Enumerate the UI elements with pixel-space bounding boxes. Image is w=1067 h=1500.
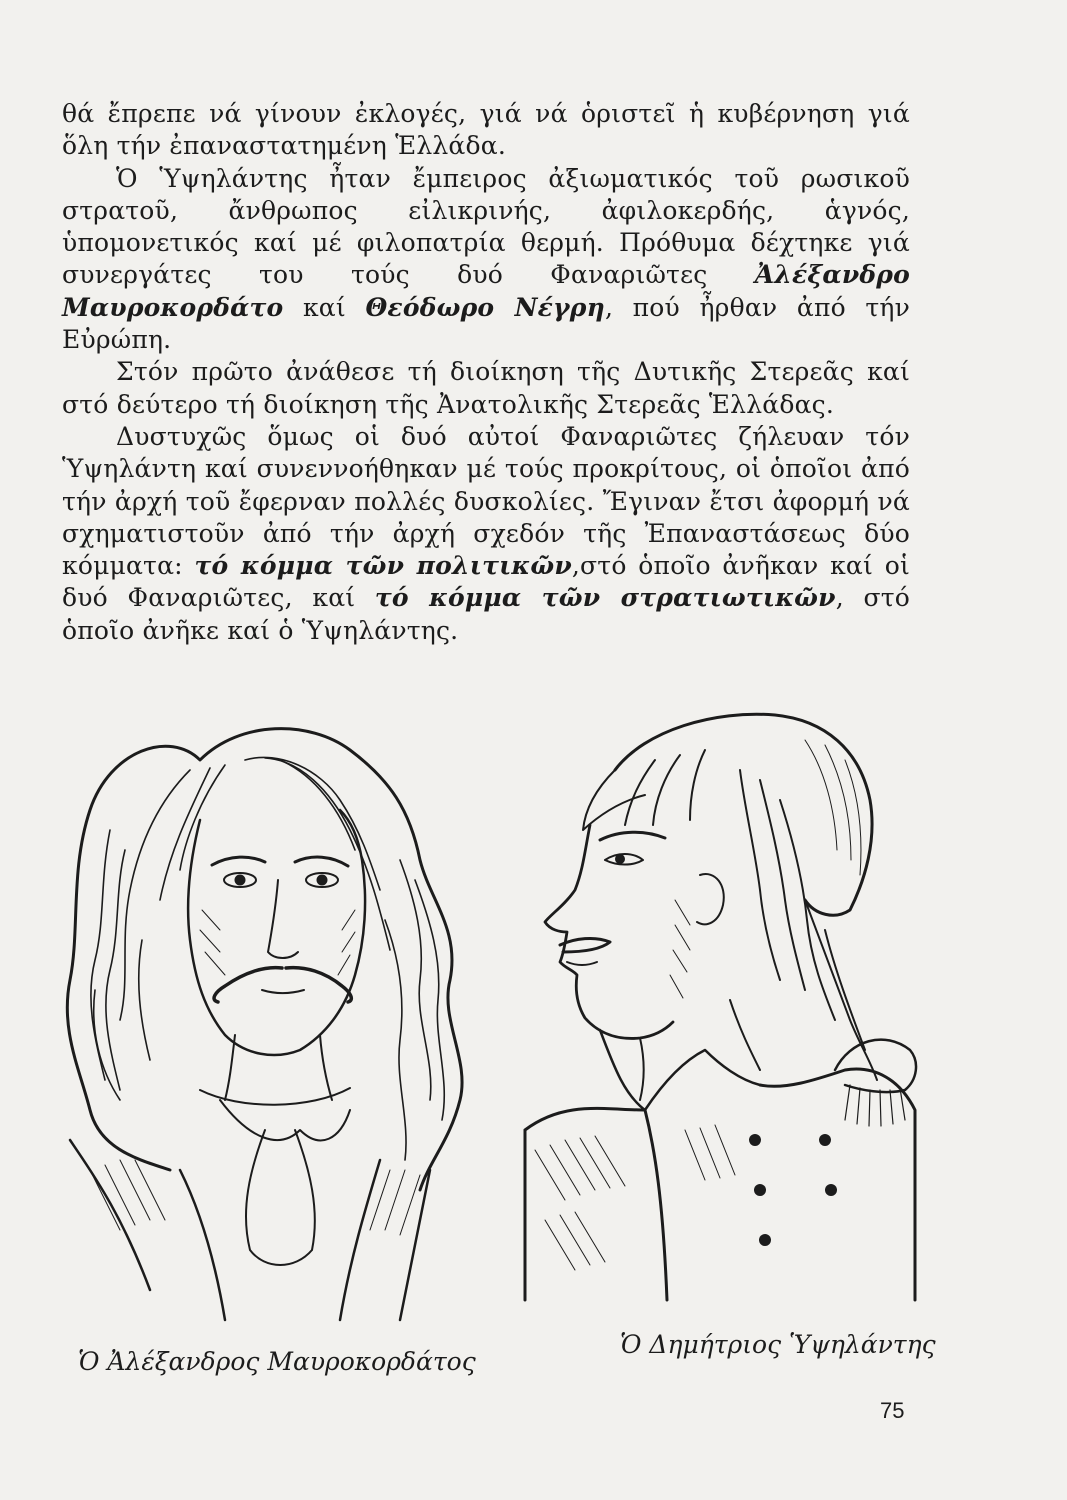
neck	[225, 1035, 332, 1100]
text-run: ,στό ὁποῖο ἀνῆκαν καί οἱ δυό Φαναριῶτες, καί	[62, 551, 910, 613]
moustache	[214, 968, 351, 1002]
emphasis-term: τό κόμμα τῶν πολιτικῶν	[194, 551, 572, 581]
nose	[268, 880, 298, 958]
caption-left: Ὁ Ἀλέξανδρος Μαυροκορδάτος	[78, 1347, 476, 1376]
hair-strands	[91, 757, 444, 1160]
cap-hatching	[805, 740, 861, 875]
text-run: , πού ἦρθαν ἀπό τήν Εὐρώπη.	[62, 292, 910, 355]
epaulette	[835, 1040, 916, 1092]
page-number: 75	[880, 1398, 905, 1423]
hair-outline	[67, 729, 462, 1190]
uniform	[525, 1069, 915, 1300]
text-run: θά ἔπρεπε νά γίνουν ἐκλογές, γιά νά ὁριστεῖ ἡ κυβέρνηση γιά ὅλη τήν ἐπαναστατημένη Ἑλλάδα.	[62, 99, 910, 161]
face-outline	[188, 810, 365, 1055]
text-run: καί	[283, 292, 366, 322]
text-run: Στόν πρῶτο ἀνάθεσε τή διοίκηση τῆς Δυτικῆς Στερεᾶς καί στό δεύτερο τή διοίκηση τῆς Ἀνατολικῆς Στερεᾶς Ἑλλάδας.	[62, 357, 910, 419]
ear	[697, 874, 724, 924]
body-text	[62, 98, 910, 647]
paragraph	[62, 98, 910, 163]
face-hatching	[670, 900, 690, 998]
eyebrow-left	[212, 857, 265, 865]
portrait-mavrokordatos	[50, 690, 495, 1330]
face-hatching	[200, 910, 355, 975]
uniform-hatching	[535, 1125, 735, 1270]
moustache	[560, 938, 610, 952]
shirt-collar	[600, 1030, 760, 1110]
eyebrow-right	[295, 857, 348, 866]
paragraph	[62, 163, 910, 357]
portrait-ypsilantis	[505, 700, 925, 1310]
paragraph	[62, 421, 910, 647]
eye	[605, 854, 643, 865]
text-run: , στό ὁποῖο ἀνῆκε καί ὁ Ὑψηλάντης.	[62, 583, 910, 645]
eyebrow	[600, 832, 665, 840]
emphasis-name: Θεόδωρο Νέγρη	[365, 292, 605, 322]
emphasis-term: τό κόμμα τῶν στρατιωτικῶν	[374, 583, 836, 613]
emphasis-name: Ἀλέξανδρο Μαυροκορδάτο	[62, 260, 910, 322]
text-run: Δυστυχῶς ὅμως οἱ δυό αὐτοί Φαναριῶτες ζήλευαν τόν Ὑψηλάντη καί συνεννοήθηκαν μέ τούς προκρίτους, οἱ ὁποῖοι ἀπό τήν ἀρχή τοῦ ἔφερναν πολλές δυσκολίες. Ἔγιναν ἔτσι ἀφορμή νά σχηματιστοῦν ἀπό τήν ἀρχή σχεδόν τῆς Ἐπαναστάσεως δύο κόμματα:	[62, 421, 910, 581]
coat-hatching	[90, 1160, 420, 1235]
eyes	[224, 873, 338, 887]
uniform-buttons	[749, 1134, 837, 1246]
paragraph	[62, 356, 910, 421]
neck	[640, 1000, 760, 1100]
cravat	[200, 1088, 350, 1265]
text-run: Ὁ Ὑψηλάντης ἦταν ἔμπειρος ἀξιωματικός τοῦ ρωσικοῦ στρατοῦ, ἄνθρωπος εἰλικρινής, ἀφιλοκερδής, ἁγνός, ὑπομονετικός καί μέ φιλοπατρία θερμή. Πρόθυμα δέχτηκε γιά συνεργάτες του τούς δυό Φαναριῶτες	[62, 163, 910, 290]
caption-right: Ὁ Δημήτριος Ὑψηλάντης	[620, 1330, 936, 1359]
